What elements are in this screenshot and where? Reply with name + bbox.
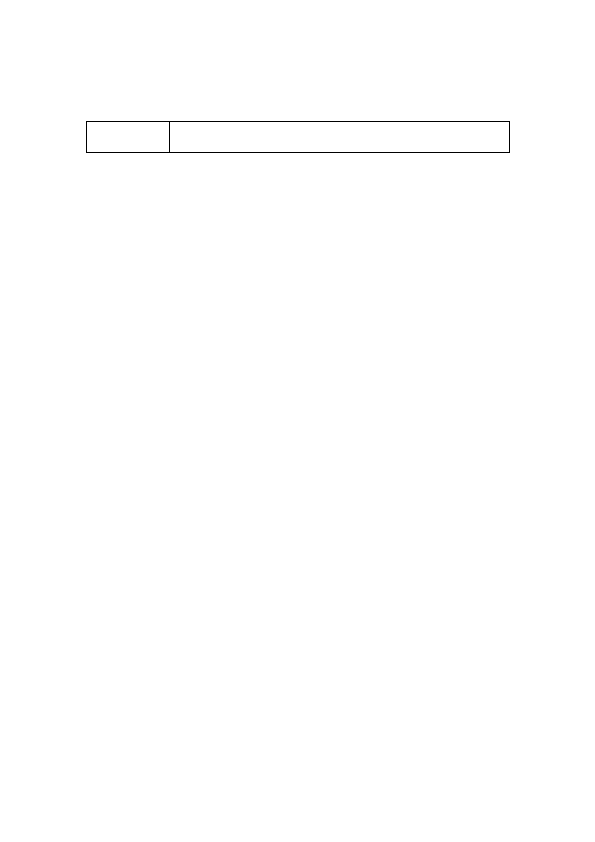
paragraph [86,647,510,695]
text-line [86,522,510,538]
text-line [86,586,510,602]
paragraph [86,251,510,347]
text-line [86,349,510,365]
text-line [86,602,510,618]
section-heading [86,630,510,644]
text-line [86,233,510,249]
text-line [86,381,510,397]
document-title [170,122,509,152]
section-heading [86,457,510,471]
title-box [86,121,510,153]
text-line [86,365,510,381]
text-line [86,283,510,299]
text-line [86,397,510,413]
paragraph [86,185,510,249]
paragraph [86,349,510,445]
text-line [86,570,510,586]
section-heading [86,168,510,182]
text-line [86,267,510,283]
title-line [176,137,503,149]
text-line [86,331,510,347]
text-line [86,185,510,201]
text-line [86,679,510,695]
section [86,457,510,618]
document-body [86,168,510,697]
text-line [86,217,510,233]
text-line [86,429,510,445]
title-label [87,122,170,152]
text-line [86,663,510,679]
title-line [176,125,503,137]
text-line [86,413,510,429]
text-line [86,554,510,570]
text-line [86,251,510,267]
text-line [86,315,510,331]
text-line [86,506,510,522]
text-line [86,474,510,490]
text-line [86,538,510,554]
text-line [86,299,510,315]
text-line [86,647,510,663]
section [86,630,510,695]
text-line [86,201,510,217]
text-line [86,490,510,506]
section [86,168,510,445]
paragraph [86,474,510,618]
